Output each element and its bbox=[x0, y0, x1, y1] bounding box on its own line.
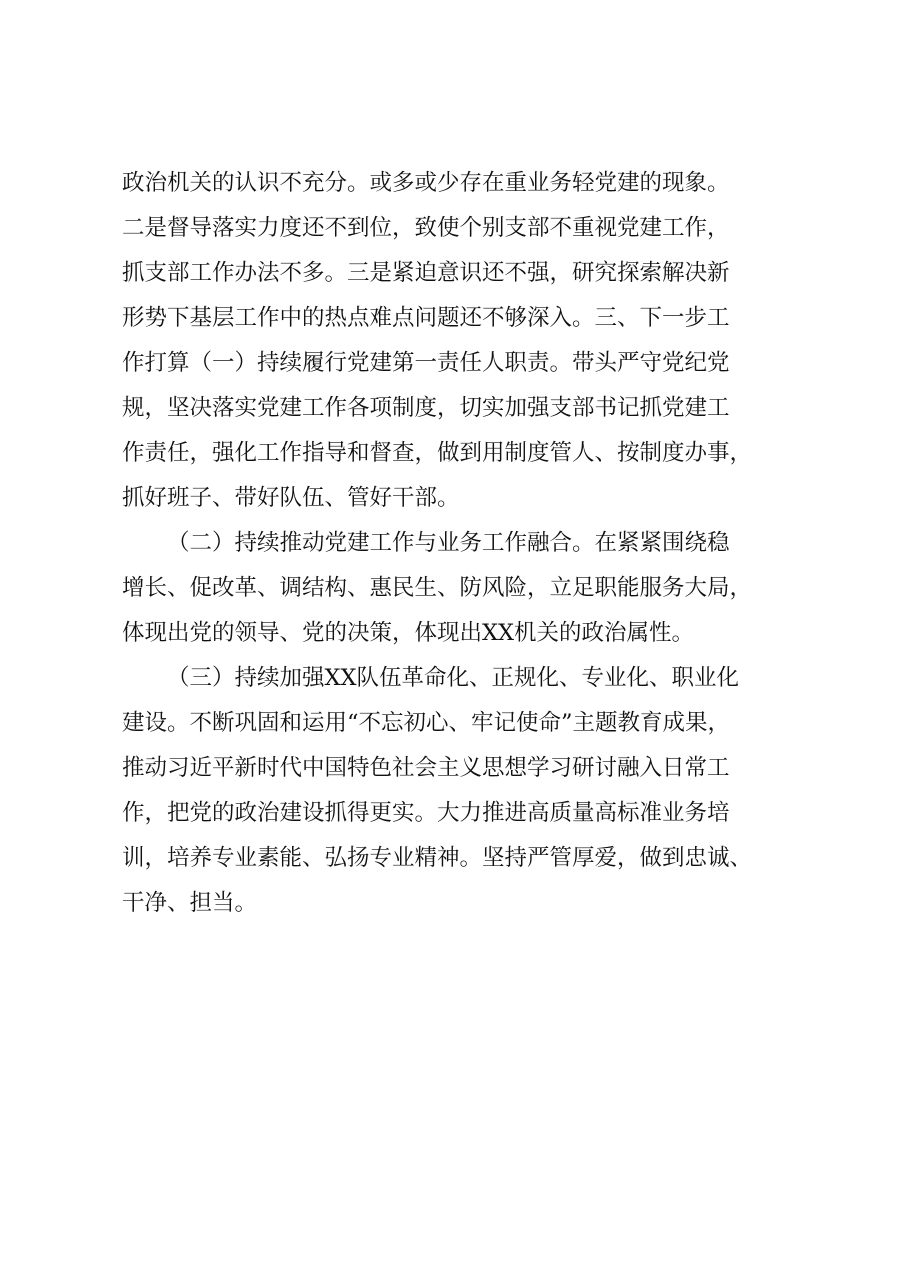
text-line: 规，坚决落实党建工作各项制度，切实加强支部书记抓党建工 bbox=[122, 395, 730, 421]
text-line: 抓好班子、带好队伍、管好干部。 bbox=[122, 485, 460, 511]
text-line: 训，培养专业素能、弘扬专业精神。坚持严管厚爱，做到忠诚、 bbox=[122, 845, 753, 871]
text-line: 建设。不断巩固和运用“不忘初心、牢记使命”主题教育成果， bbox=[122, 710, 731, 736]
paragraph-start-line: （三）持续加强XX队伍革命化、正规化、专业化、职业化 bbox=[167, 665, 740, 691]
text-line: 作责任，强化工作指导和督查，做到用制度管人、按制度办事， bbox=[122, 440, 753, 466]
text-line: 作，把党的政治建设抓得更实。大力推进高质量高标准业务培 bbox=[122, 800, 730, 826]
text-line: 作打算（一）持续履行党建第一责任人职责。带头严守党纪党 bbox=[122, 350, 730, 376]
document-body bbox=[122, 161, 816, 926]
paragraph-start-line: （二）持续推动党建工作与业务工作融合。在紧紧围绕稳 bbox=[167, 530, 730, 556]
text-line: 干净、担当。 bbox=[122, 890, 258, 916]
text-line: 政治机关的认识不充分。或多或少存在重业务轻党建的现象。 bbox=[122, 170, 730, 196]
text-line: 二是督导落实力度还不到位，致使个别支部不重视党建工作， bbox=[122, 215, 730, 241]
text-line: 推动习近平新时代中国特色社会主义思想学习研讨融入日常工 bbox=[122, 755, 730, 781]
text-line: 抓支部工作办法不多。三是紧迫意识还不强，研究探索解决新 bbox=[122, 260, 730, 286]
text-line: 形势下基层工作中的热点难点问题还不够深入。三、下一步工 bbox=[122, 305, 730, 331]
text-line: 体现出党的领导、党的决策，体现出XX机关的政治属性。 bbox=[122, 620, 695, 646]
text-line: 增长、促改革、调结构、惠民生、防风险，立足职能服务大局， bbox=[122, 575, 753, 601]
